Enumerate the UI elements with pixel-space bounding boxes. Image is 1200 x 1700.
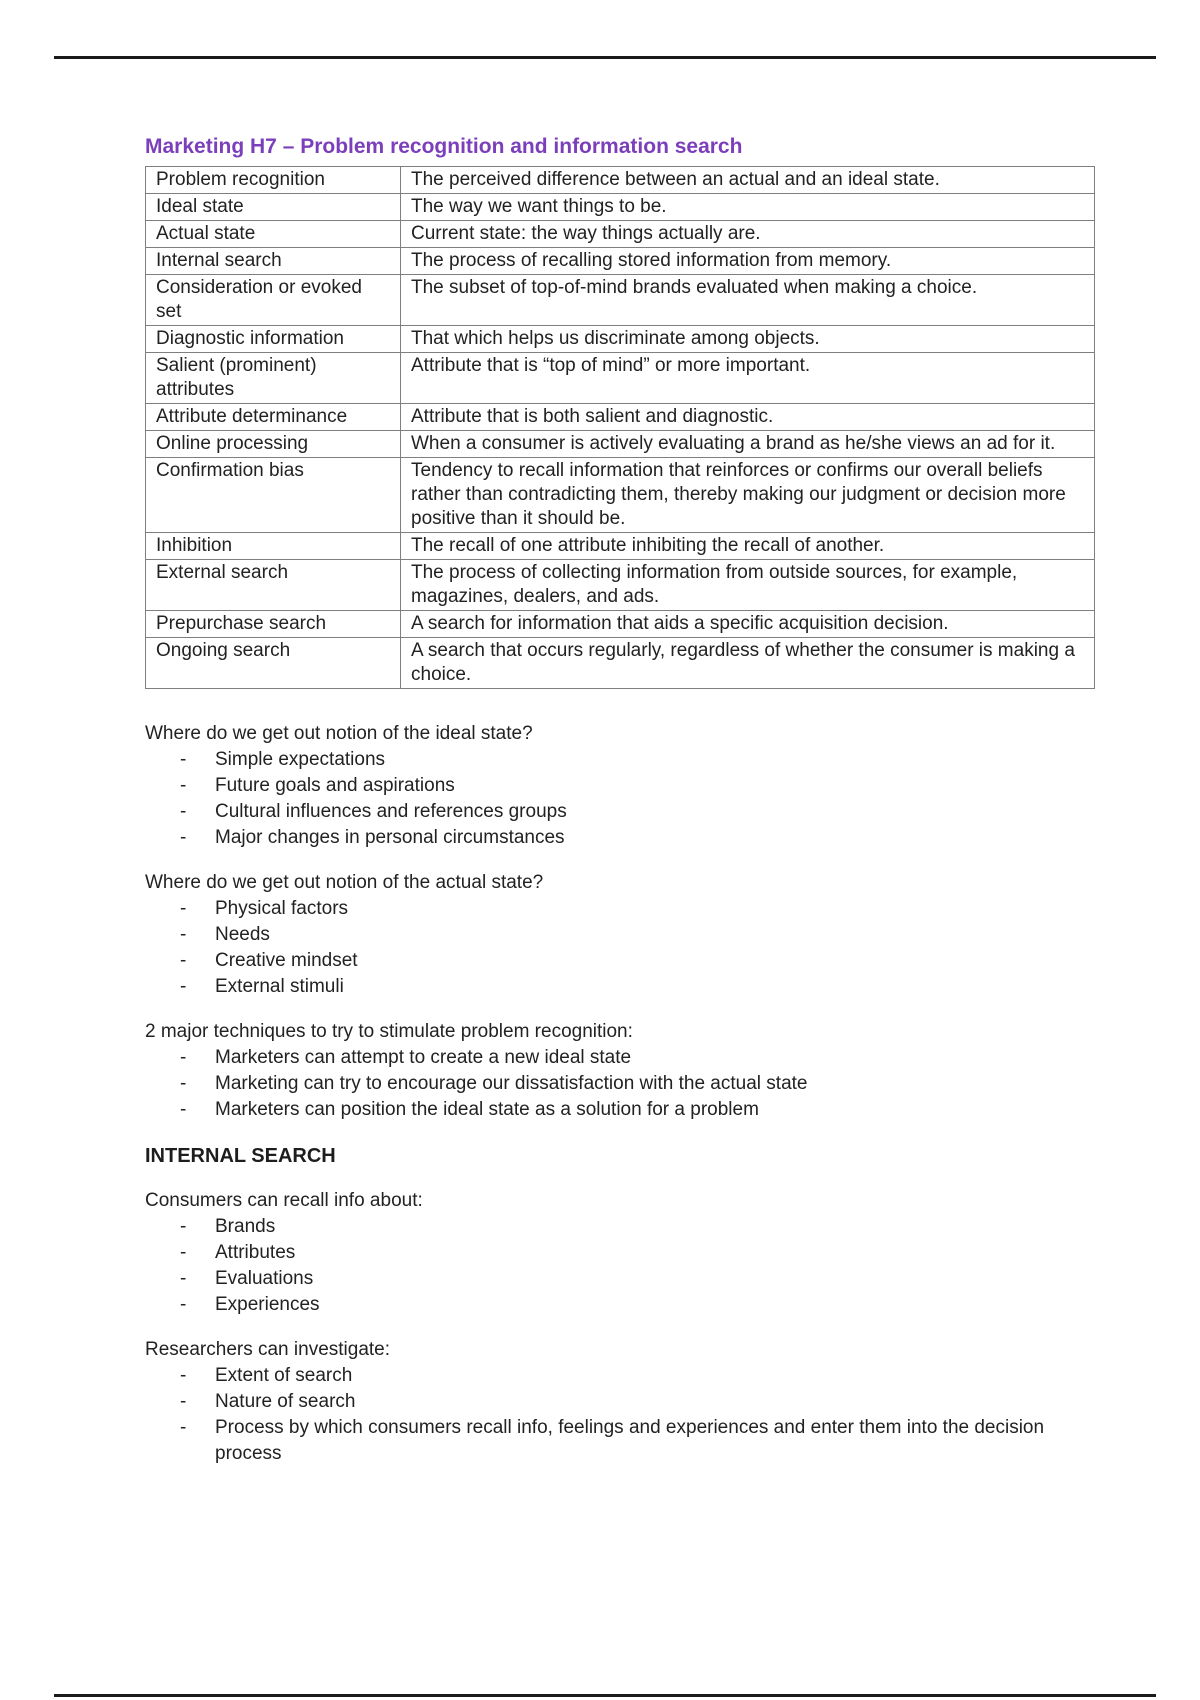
list-item [145,1363,1095,1389]
table-row [146,326,1095,353]
list-item-text: Brands [215,1216,276,1237]
dash-bullet: - [180,749,187,770]
sections-bottom [145,1188,1095,1467]
term-cell: Inhibition [146,533,401,560]
table-row [146,431,1095,458]
page-bottom-rule [54,1694,1156,1697]
term-cell: Internal search [146,248,401,275]
page-title: Marketing H7 – Problem recognition and information search [145,135,743,158]
list-item [145,1045,1095,1071]
list-item [145,1240,1095,1266]
dash-bullet: - [180,1242,187,1263]
definition-cell: The process of recalling stored information from memory. [401,248,1095,275]
list-item [145,825,1095,851]
definition-cell: Current state: the way things actually are. [401,221,1095,248]
list-item-text: Future goals and aspirations [215,775,455,796]
list-item-text: Major changes in personal circumstances [215,827,565,848]
list-item-text: Experiences [215,1294,320,1315]
list-item-text: Creative mindset [215,950,358,971]
table-row [146,611,1095,638]
dash-bullet: - [180,1099,187,1120]
term-cell: Consideration or evoked set [146,275,401,326]
list-item-text: Attributes [215,1242,296,1263]
list-item [145,1266,1095,1292]
section-lead: Where do we get out notion of the ideal state? [145,723,533,744]
table-row [146,404,1095,431]
dash-bullet: - [180,950,187,971]
definition-cell: Attribute that is both salient and diagnostic. [401,404,1095,431]
text-section [145,721,1095,851]
term-cell: External search [146,560,401,611]
table-row [146,167,1095,194]
definition-cell: A search that occurs regularly, regardless of whether the consumer is making a choice. [401,638,1095,689]
list-item-text: Evaluations [215,1268,314,1289]
definition-cell: The perceived difference between an actual and an ideal state. [401,167,1095,194]
list-item-text: Process by which consumers recall info, feelings and experiences and enter them into the decision process [215,1417,1045,1464]
list-item [145,1389,1095,1415]
text-section [145,1337,1095,1467]
list-item-text: Extent of search [215,1365,353,1386]
dash-bullet: - [180,1391,187,1412]
term-cell: Salient (prominent) attributes [146,353,401,404]
list-item [145,1097,1095,1123]
table-row [146,458,1095,533]
dash-bullet: - [180,924,187,945]
list-item [145,974,1095,1000]
section-lead: 2 major techniques to try to stimulate problem recognition: [145,1021,633,1042]
dash-bullet: - [180,976,187,997]
table-row [146,275,1095,326]
sections-top [145,721,1095,1123]
definition-cell: Tendency to recall information that reinforces or confirms our overall beliefs rather than contradicting them, thereby making our judgment or decision more positive than it should be. [401,458,1095,533]
table-row [146,560,1095,611]
table-row [146,353,1095,404]
definition-cell: Attribute that is “top of mind” or more important. [401,353,1095,404]
dash-bullet: - [180,775,187,796]
dash-bullet: - [180,1294,187,1315]
definition-cell: The recall of one attribute inhibiting the recall of another. [401,533,1095,560]
term-cell: Diagnostic information [146,326,401,353]
dash-bullet: - [180,1268,187,1289]
dash-list [145,1045,1095,1123]
term-cell: Actual state [146,221,401,248]
list-item-text: Marketers can position the ideal state as a solution for a problem [215,1099,759,1120]
term-cell: Problem recognition [146,167,401,194]
term-cell: Attribute determinance [146,404,401,431]
section-lead: Where do we get out notion of the actual state? [145,872,544,893]
list-item [145,948,1095,974]
dash-list [145,747,1095,851]
section-lead: Researchers can investigate: [145,1339,391,1360]
list-item [145,896,1095,922]
list-item-text: Simple expectations [215,749,386,770]
dash-bullet: - [180,1365,187,1386]
table-row [146,248,1095,275]
table-row [146,638,1095,689]
page-content [145,134,1095,1467]
table-row [146,194,1095,221]
glossary-table [145,166,1095,689]
list-item-text: External stimuli [215,976,344,997]
definition-cell: The subset of top-of-mind brands evaluated when making a choice. [401,275,1095,326]
dash-list [145,896,1095,1000]
table-row [146,533,1095,560]
list-item-text: Marketers can attempt to create a new ideal state [215,1047,632,1068]
list-item-text: Cultural influences and references groups [215,801,567,822]
table-row [146,221,1095,248]
definition-cell: The way we want things to be. [401,194,1095,221]
list-item [145,799,1095,825]
dash-bullet: - [180,1073,187,1094]
dash-bullet: - [180,801,187,822]
definition-cell: That which helps us discriminate among objects. [401,326,1095,353]
dash-bullet: - [180,1216,187,1237]
dash-bullet: - [180,898,187,919]
list-item [145,1292,1095,1318]
term-cell: Confirmation bias [146,458,401,533]
list-item [145,922,1095,948]
text-section [145,870,1095,1000]
list-item-text: Physical factors [215,898,349,919]
text-section [145,1188,1095,1318]
dash-bullet: - [180,1047,187,1068]
list-item [145,773,1095,799]
section-lead: Consumers can recall info about: [145,1190,423,1211]
page-top-rule [54,56,1156,59]
list-item [145,1071,1095,1097]
list-item-text: Nature of search [215,1391,356,1412]
term-cell: Ideal state [146,194,401,221]
definition-cell: A search for information that aids a specific acquisition decision. [401,611,1095,638]
dash-bullet: - [180,827,187,848]
term-cell: Online processing [146,431,401,458]
definition-cell: The process of collecting information from outside sources, for example, magazines, dealers, and ads. [401,560,1095,611]
list-item [145,1415,1095,1467]
term-cell: Prepurchase search [146,611,401,638]
list-item-text: Needs [215,924,270,945]
list-item [145,747,1095,773]
term-cell: Ongoing search [146,638,401,689]
text-section [145,1019,1095,1123]
section-heading-internal-search: INTERNAL SEARCH [145,1145,336,1167]
definition-cell: When a consumer is actively evaluating a brand as he/she views an ad for it. [401,431,1095,458]
dash-list [145,1214,1095,1318]
list-item-text: Marketing can try to encourage our dissatisfaction with the actual state [215,1073,808,1094]
list-item [145,1214,1095,1240]
dash-list [145,1363,1095,1467]
dash-bullet: - [180,1417,187,1438]
